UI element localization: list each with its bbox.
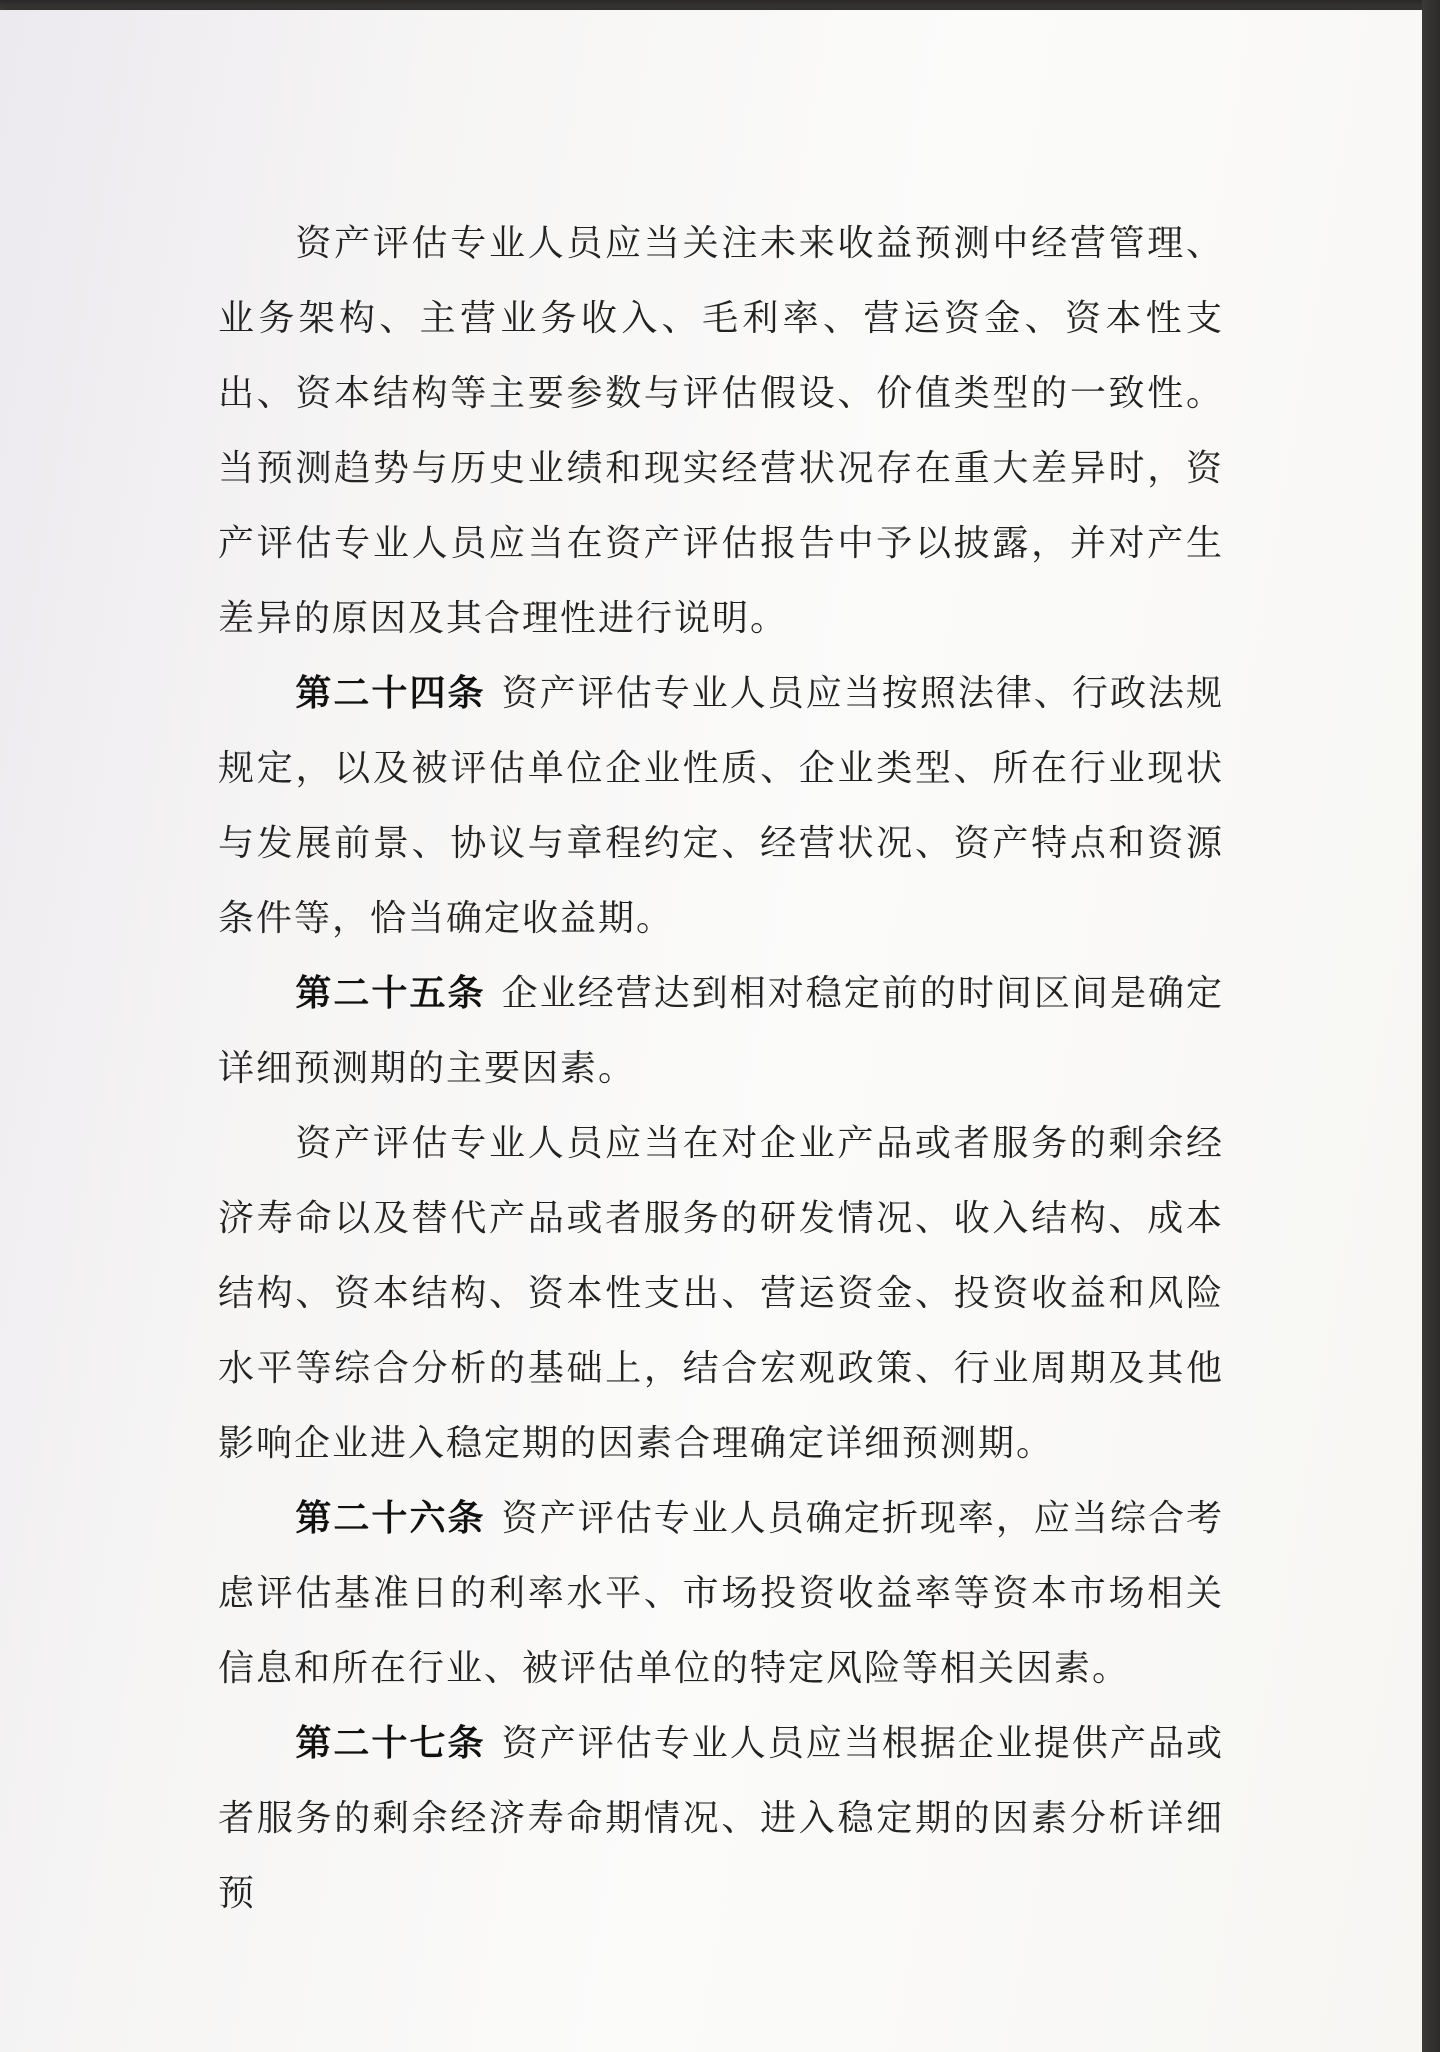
article-heading: 第二十七条 [295, 1723, 486, 1764]
paragraph-text: 资产评估专业人员确定折现率，应当综合考虑评估基准日的利率水平、市场投资收益率等资本市场相关信息和所在行业、被评估单位的特定风险等相关因素。 [218, 1498, 1224, 1689]
paragraph-article-25 [218, 956, 1224, 1106]
paragraph-article-24 [218, 656, 1224, 956]
document-page [0, 10, 1422, 2052]
document-body [218, 206, 1224, 1931]
paragraph-text: 资产评估专业人员应当关注未来收益预测中经营管理、业务架构、主营业务收入、毛利率、营运资金、资本性支出、资本结构等主要参数与评估假设、价值类型的一致性。当预测趋势与历史业绩和现实经营状况存在重大差异时，资产评估专业人员应当在资产评估报告中予以披露，并对产生差异的原因及其合理性进行说明。 [218, 223, 1224, 639]
paragraph-text: 企业经营达到相对稳定前的时间区间是确定详细预测期的主要因素。 [218, 973, 1224, 1089]
article-heading: 第二十六条 [295, 1498, 486, 1539]
article-heading: 第二十四条 [295, 673, 486, 714]
paragraph-text: 资产评估专业人员应当在对企业产品或者服务的剩余经济寿命以及替代产品或者服务的研发情况、收入结构、成本结构、资本结构、资本性支出、营运资金、投资收益和风险水平等综合分析的基础上，结合宏观政策、行业周期及其他影响企业进入稳定期的因素合理确定详细预测期。 [218, 1123, 1224, 1464]
paragraph-text: 资产评估专业人员应当按照法律、行政法规规定，以及被评估单位企业性质、企业类型、所在行业现状与发展前景、协议与章程约定、经营状况、资产特点和资源条件等，恰当确定收益期。 [218, 673, 1224, 939]
paragraph-forecast-period [218, 1106, 1224, 1481]
paragraph-forecast-consistency [218, 206, 1224, 656]
article-heading: 第二十五条 [295, 973, 486, 1014]
paragraph-text: 资产评估专业人员应当根据企业提供产品或者服务的剩余经济寿命期情况、进入稳定期的因素分析详细预 [218, 1723, 1224, 1914]
scan-right-edge [1422, 0, 1440, 2052]
paragraph-article-27 [218, 1706, 1224, 1931]
paragraph-article-26 [218, 1481, 1224, 1706]
